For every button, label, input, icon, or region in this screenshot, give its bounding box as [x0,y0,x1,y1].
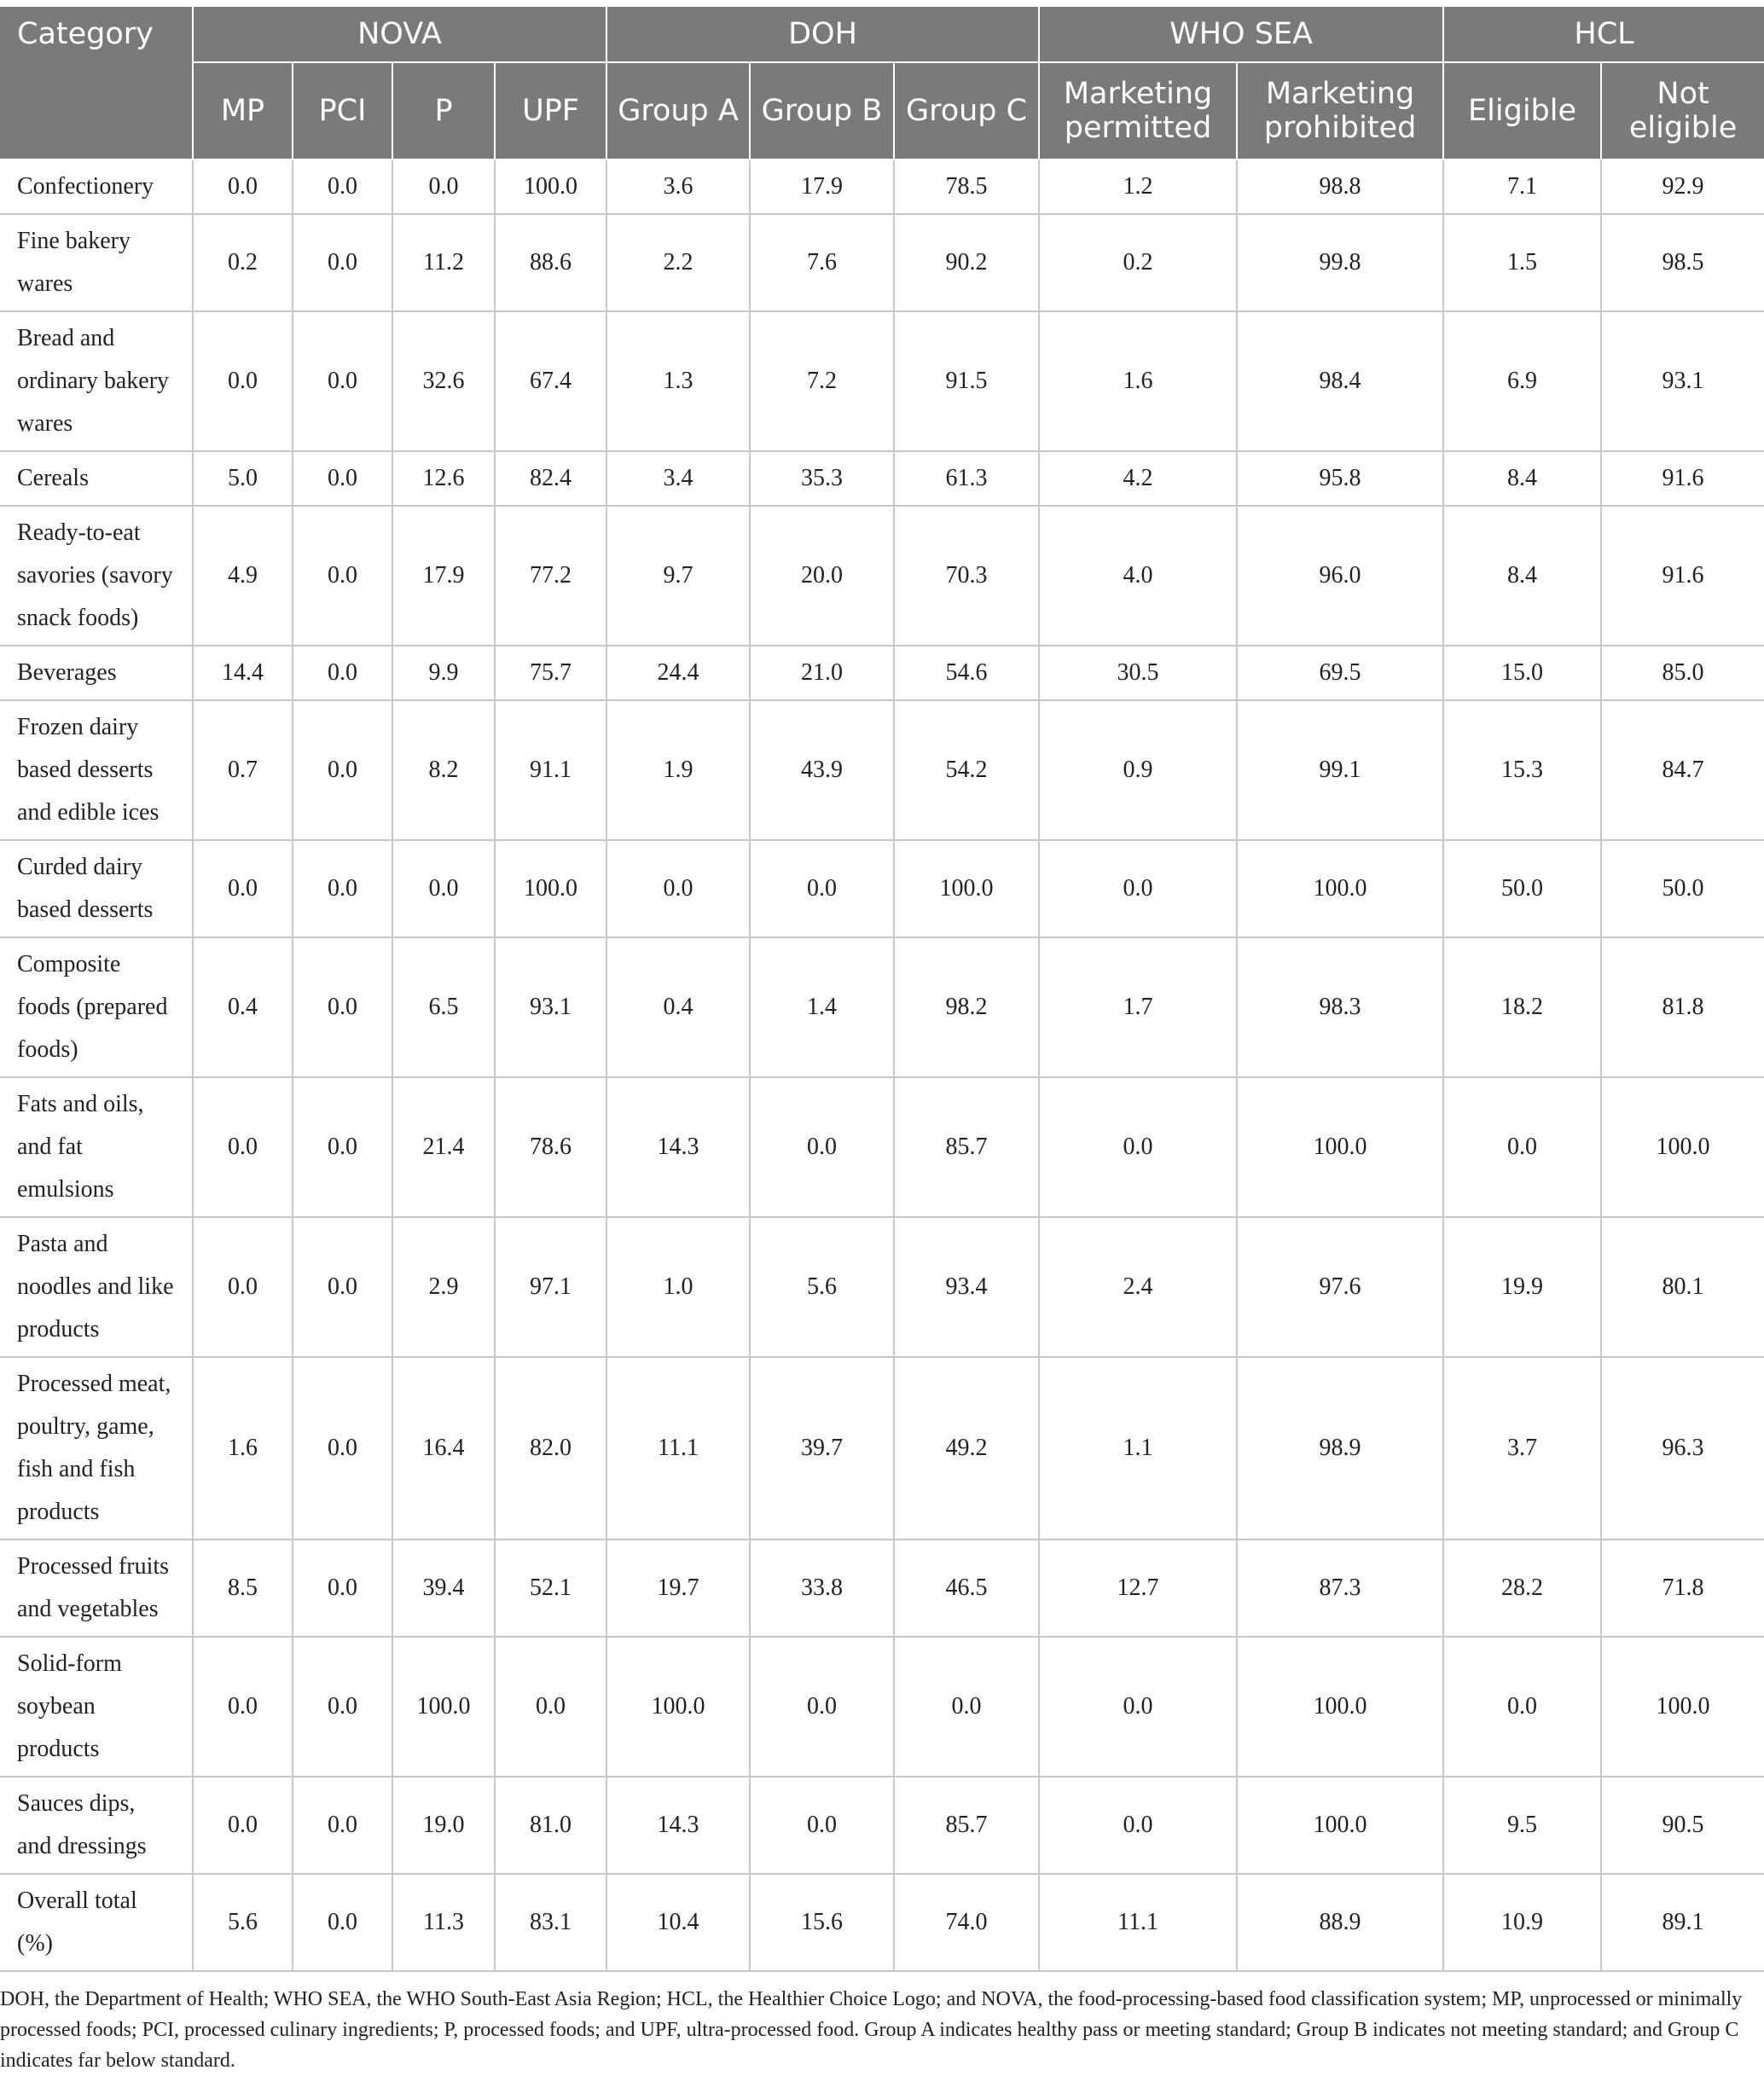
table-cell: 83.1 [495,1874,606,1971]
table-cell: 0.0 [1443,1637,1601,1777]
table-cell: 0.0 [750,1637,894,1777]
table-row [0,1540,1764,1637]
table-cell: 17.9 [392,506,495,646]
table-cell: 3.7 [1443,1357,1601,1540]
table-row [0,646,1764,700]
table-cell: 100.0 [894,840,1039,937]
sub-header-not-eligible: Not eligible [1601,62,1764,159]
table-cell: 70.3 [894,506,1039,646]
table-cell: 0.0 [495,1637,606,1777]
table-cell: 8.4 [1443,451,1601,506]
table-cell: 7.1 [1443,159,1601,214]
table-cell: 8.5 [193,1540,293,1637]
table-cell: 0.0 [293,1777,392,1874]
table-cell: 0.2 [193,214,293,311]
group-header-nova: NOVA [193,7,606,62]
table-container [0,7,1764,2076]
table-cell: 0.4 [606,937,750,1077]
sub-header-p: P [392,62,495,159]
table-cell: 91.6 [1601,451,1764,506]
table-row [0,311,1764,451]
row-category: Cereals [0,451,193,506]
table-row [0,1874,1764,1971]
table-footnote: DOH, the Department of Health; WHO SEA, the WHO South-East Asia Region; HCL, the Healthier Choice Logo; and NOVA, the food-processing-based food classification system; MP, unprocessed or minimally processed foods; PCI, processed culinary ingredients; P, processed foods; and UPF, ultra-processed food. Group A indicates healthy pass or meeting standard; Group B indicates not meeting standard; and Group C indicates far below standard. [0,1988,1743,2072]
table-row [0,451,1764,506]
table-cell: 3.6 [606,159,750,214]
table-cell: 5.0 [193,451,293,506]
table-cell: 5.6 [750,1217,894,1357]
table-cell: 100.0 [495,159,606,214]
table-cell: 75.7 [495,646,606,700]
table-row [0,506,1764,646]
sub-header-marketing-permitted: Marketing permitted [1039,62,1237,159]
table-cell: 0.0 [392,840,495,937]
table-cell: 10.9 [1443,1874,1601,1971]
table-cell: 0.0 [193,1637,293,1777]
table-cell: 4.2 [1039,451,1237,506]
table-cell: 100.0 [1237,1077,1443,1217]
table-cell: 20.0 [750,506,894,646]
table-cell: 11.1 [606,1357,750,1540]
table-cell: 12.7 [1039,1540,1237,1637]
table-cell: 2.2 [606,214,750,311]
table-cell: 11.1 [1039,1874,1237,1971]
table-cell: 0.0 [293,1874,392,1971]
table-cell: 14.4 [193,646,293,700]
table-row [0,840,1764,937]
table-cell: 0.0 [293,1217,392,1357]
sub-header-row [0,62,1764,159]
row-category: Confectionery [0,159,193,214]
table-cell: 1.5 [1443,214,1601,311]
table-cell: 100.0 [392,1637,495,1777]
sub-header-mp: MP [193,62,293,159]
table-cell: 0.0 [750,1777,894,1874]
table-cell: 0.9 [1039,700,1237,840]
row-category: Composite foods (prepared foods) [0,937,193,1077]
row-category: Solid-form soybean products [0,1637,193,1777]
table-cell: 7.2 [750,311,894,451]
table-cell: 18.2 [1443,937,1601,1077]
table-cell: 78.6 [495,1077,606,1217]
sub-header-group-c: Group C [894,62,1039,159]
group-header-doh: DOH [606,7,1039,62]
row-category: Processed meat, poultry, game, fish and fish products [0,1357,193,1540]
table-cell: 1.2 [1039,159,1237,214]
table-cell: 92.9 [1601,159,1764,214]
table-cell: 96.0 [1237,506,1443,646]
table-cell: 97.1 [495,1217,606,1357]
table-cell: 0.0 [606,840,750,937]
table-cell: 96.3 [1601,1357,1764,1540]
table-cell: 98.9 [1237,1357,1443,1540]
group-header-row [0,7,1764,62]
table-cell: 14.3 [606,1777,750,1874]
table-cell: 4.9 [193,506,293,646]
table-cell: 32.6 [392,311,495,451]
table-cell: 80.1 [1601,1217,1764,1357]
table-row [0,1077,1764,1217]
table-cell: 49.2 [894,1357,1039,1540]
table-cell: 85.7 [894,1077,1039,1217]
table-cell: 85.7 [894,1777,1039,1874]
row-category: Processed fruits and vegetables [0,1540,193,1637]
table-cell: 100.0 [606,1637,750,1777]
table-cell: 52.1 [495,1540,606,1637]
table-cell: 100.0 [1237,840,1443,937]
table-cell: 0.0 [193,311,293,451]
table-cell: 87.3 [1237,1540,1443,1637]
table-cell: 11.3 [392,1874,495,1971]
table-cell: 6.5 [392,937,495,1077]
row-category: Curded dairy based desserts [0,840,193,937]
table-row [0,1777,1764,1874]
table-cell: 54.2 [894,700,1039,840]
table-cell: 90.2 [894,214,1039,311]
table-cell: 71.8 [1601,1540,1764,1637]
table-cell: 1.9 [606,700,750,840]
category-header: Category [0,7,193,159]
table-cell: 77.2 [495,506,606,646]
row-category: Fats and oils, and fat emulsions [0,1077,193,1217]
table-cell: 1.0 [606,1217,750,1357]
table-cell: 2.4 [1039,1217,1237,1357]
table-cell: 1.6 [1039,311,1237,451]
table-cell: 35.3 [750,451,894,506]
table-cell: 98.2 [894,937,1039,1077]
sub-header-eligible: Eligible [1443,62,1601,159]
table-cell: 0.0 [293,1357,392,1540]
table-cell: 11.2 [392,214,495,311]
table-cell: 100.0 [1601,1637,1764,1777]
row-category: Fine bakery wares [0,214,193,311]
table-cell: 81.0 [495,1777,606,1874]
row-category: Overall total (%) [0,1874,193,1971]
table-cell: 9.7 [606,506,750,646]
table-cell: 91.6 [1601,506,1764,646]
table-cell: 21.0 [750,646,894,700]
table-cell: 0.0 [293,311,392,451]
table-cell: 8.2 [392,700,495,840]
table-cell: 1.4 [750,937,894,1077]
table-cell: 0.0 [293,214,392,311]
row-category: Sauces dips, and dressings [0,1777,193,1874]
table-cell: 50.0 [1443,840,1601,937]
table-cell: 17.9 [750,159,894,214]
table-row [0,214,1764,311]
table-cell: 90.5 [1601,1777,1764,1874]
table-cell: 5.6 [193,1874,293,1971]
table-cell: 93.4 [894,1217,1039,1357]
table-cell: 98.5 [1601,214,1764,311]
table-cell: 82.0 [495,1357,606,1540]
table-cell: 0.0 [193,1217,293,1357]
row-category: Ready-to-eat savories (savory snack foods) [0,506,193,646]
table-cell: 0.0 [293,1540,392,1637]
table-cell: 89.1 [1601,1874,1764,1971]
table-body [0,159,1764,1971]
table-cell: 100.0 [495,840,606,937]
table-cell: 14.3 [606,1077,750,1217]
table-cell: 0.0 [894,1637,1039,1777]
table-cell: 0.7 [193,700,293,840]
table-row [0,937,1764,1077]
table-cell: 81.8 [1601,937,1764,1077]
sub-header-marketing-prohibited: Marketing prohibited [1237,62,1443,159]
classification-table [0,7,1764,1972]
table-cell: 0.0 [293,451,392,506]
table-cell: 97.6 [1237,1217,1443,1357]
table-cell: 1.3 [606,311,750,451]
table-cell: 28.2 [1443,1540,1601,1637]
table-cell: 0.0 [293,506,392,646]
table-cell: 33.8 [750,1540,894,1637]
table-cell: 0.0 [293,700,392,840]
table-cell: 0.0 [193,159,293,214]
table-cell: 15.6 [750,1874,894,1971]
table-cell: 91.5 [894,311,1039,451]
table-cell: 43.9 [750,700,894,840]
table-cell: 98.3 [1237,937,1443,1077]
table-cell: 1.1 [1039,1357,1237,1540]
table-cell: 100.0 [1601,1077,1764,1217]
table-cell: 2.9 [392,1217,495,1357]
table-cell: 84.7 [1601,700,1764,840]
sub-header-pci: PCI [293,62,392,159]
table-cell: 19.0 [392,1777,495,1874]
table-row [0,1637,1764,1777]
table-cell: 0.0 [750,840,894,937]
table-cell: 88.9 [1237,1874,1443,1971]
table-cell: 6.9 [1443,311,1601,451]
table-cell: 39.4 [392,1540,495,1637]
table-cell: 74.0 [894,1874,1039,1971]
sub-header-group-a: Group A [606,62,750,159]
sub-header-upf: UPF [495,62,606,159]
table-cell: 15.0 [1443,646,1601,700]
table-cell: 21.4 [392,1077,495,1217]
table-cell: 61.3 [894,451,1039,506]
table-cell: 39.7 [750,1357,894,1540]
table-cell: 0.0 [293,646,392,700]
table-cell: 78.5 [894,159,1039,214]
table-cell: 0.0 [293,1077,392,1217]
row-category: Frozen dairy based desserts and edible ices [0,700,193,840]
table-row [0,1217,1764,1357]
table-cell: 24.4 [606,646,750,700]
table-cell: 7.6 [750,214,894,311]
table-cell: 0.0 [193,840,293,937]
table-cell: 0.0 [1443,1077,1601,1217]
table-cell: 15.3 [1443,700,1601,840]
table-cell: 99.8 [1237,214,1443,311]
table-cell: 19.7 [606,1540,750,1637]
table-cell: 82.4 [495,451,606,506]
table-cell: 9.5 [1443,1777,1601,1874]
table-cell: 0.2 [1039,214,1237,311]
table-cell: 0.0 [750,1077,894,1217]
table-cell: 0.0 [1039,1637,1237,1777]
row-category: Bread and ordinary bakery wares [0,311,193,451]
table-cell: 0.0 [193,1777,293,1874]
group-header-hcl: HCL [1443,7,1764,62]
table-cell: 4.0 [1039,506,1237,646]
table-row [0,159,1764,214]
table-cell: 0.0 [293,840,392,937]
table-cell: 3.4 [606,451,750,506]
table-cell: 0.4 [193,937,293,1077]
table-cell: 9.9 [392,646,495,700]
table-cell: 50.0 [1601,840,1764,937]
table-cell: 91.1 [495,700,606,840]
table-cell: 100.0 [1237,1777,1443,1874]
table-cell: 0.0 [1039,1777,1237,1874]
table-cell: 93.1 [495,937,606,1077]
table-cell: 0.0 [293,159,392,214]
table-cell: 98.8 [1237,159,1443,214]
table-cell: 19.9 [1443,1217,1601,1357]
table-cell: 54.6 [894,646,1039,700]
table-cell: 8.4 [1443,506,1601,646]
table-cell: 0.0 [193,1077,293,1217]
table-row [0,700,1764,840]
table-cell: 1.7 [1039,937,1237,1077]
table-cell: 12.6 [392,451,495,506]
table-cell: 46.5 [894,1540,1039,1637]
table-cell: 95.8 [1237,451,1443,506]
table-row [0,1357,1764,1540]
table-cell: 0.0 [1039,1077,1237,1217]
table-cell: 0.0 [392,159,495,214]
table-cell: 16.4 [392,1357,495,1540]
sub-header-group-b: Group B [750,62,894,159]
table-cell: 1.6 [193,1357,293,1540]
group-header-who-sea: WHO SEA [1039,7,1443,62]
table-cell: 88.6 [495,214,606,311]
table-cell: 100.0 [1237,1637,1443,1777]
table-cell: 67.4 [495,311,606,451]
table-cell: 93.1 [1601,311,1764,451]
table-cell: 30.5 [1039,646,1237,700]
table-cell: 0.0 [1039,840,1237,937]
table-cell: 99.1 [1237,700,1443,840]
table-cell: 0.0 [293,1637,392,1777]
table-cell: 98.4 [1237,311,1443,451]
row-category: Beverages [0,646,193,700]
table-cell: 10.4 [606,1874,750,1971]
table-cell: 85.0 [1601,646,1764,700]
row-category: Pasta and noodles and like products [0,1217,193,1357]
table-cell: 0.0 [293,937,392,1077]
table-cell: 69.5 [1237,646,1443,700]
